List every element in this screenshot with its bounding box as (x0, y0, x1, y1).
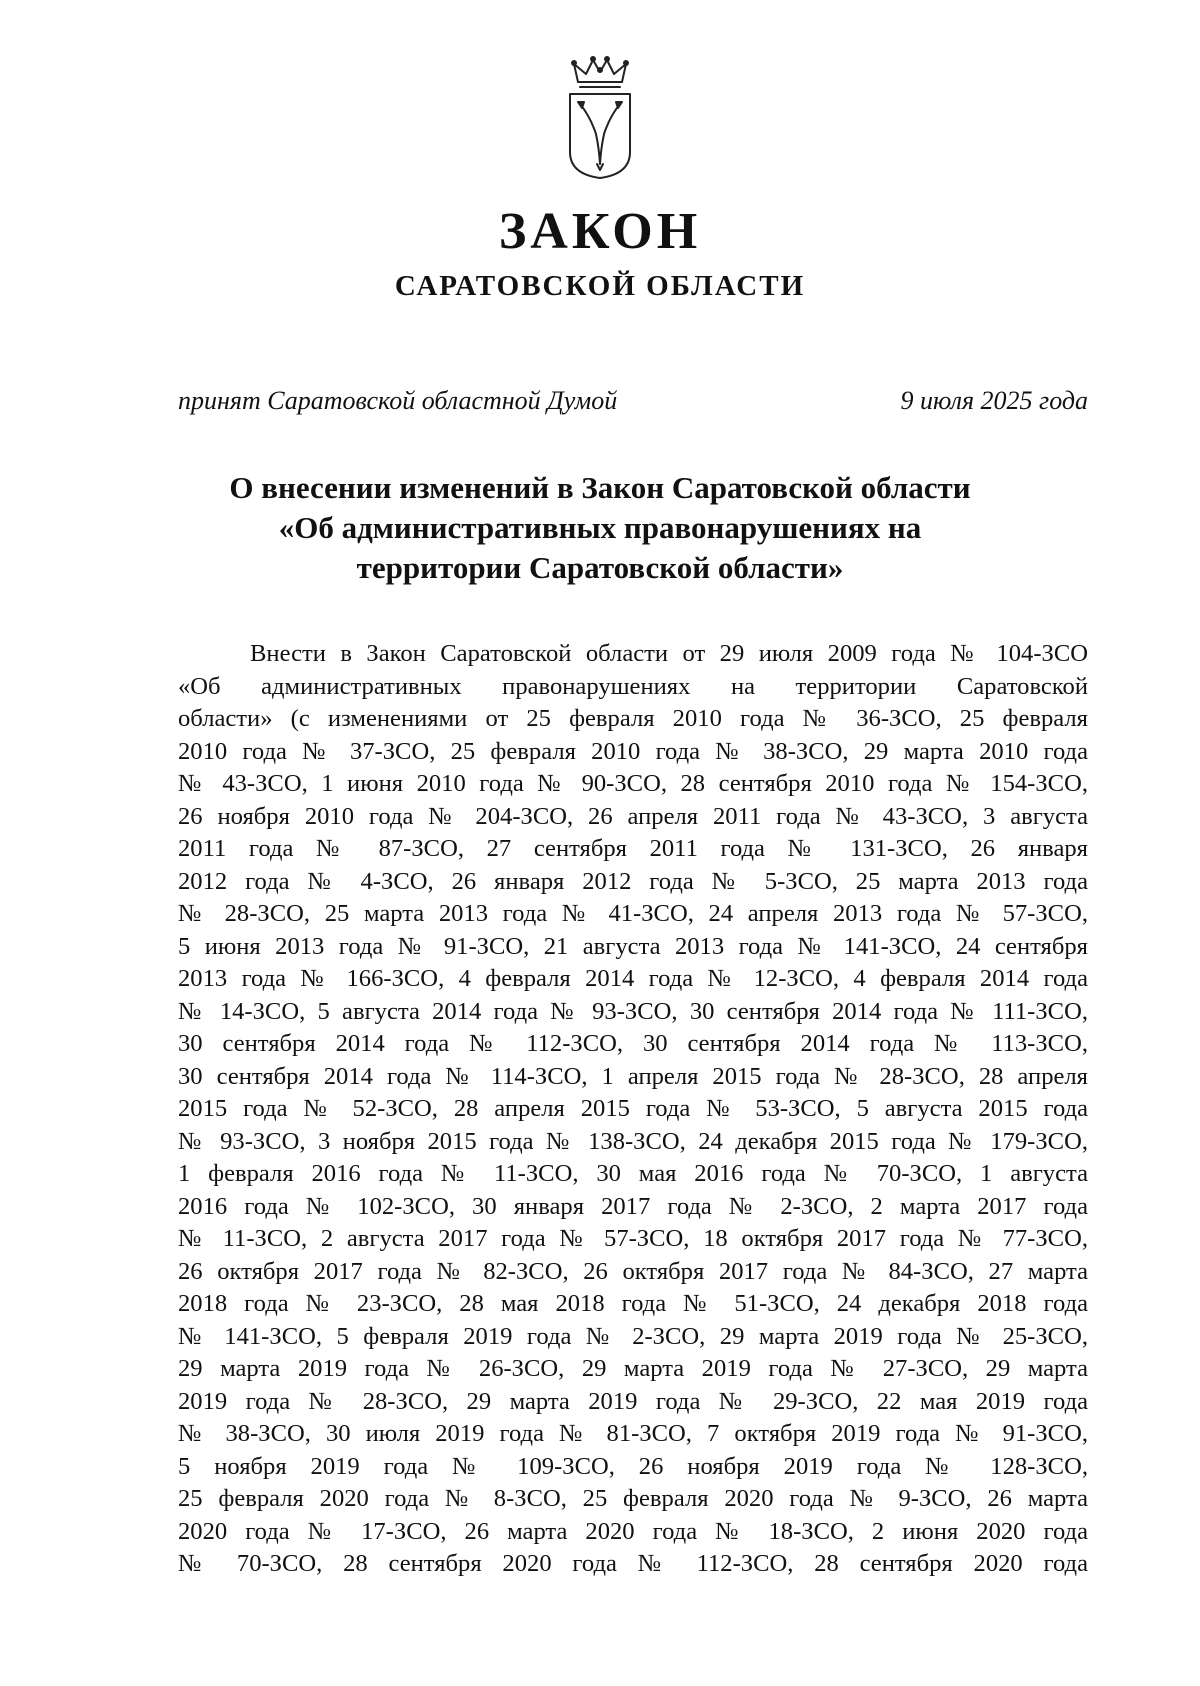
saratov-coat-of-arms-icon (560, 52, 640, 182)
body-line: 2010 года № 37-ЗСО, 25 февраля 2010 года № 38-ЗСО, 29 марта 2010 года (178, 737, 1088, 765)
body-line: 26 ноября 2010 года № 204-ЗСО, 26 апреля 2011 года № 43-ЗСО, 3 августа (178, 802, 1088, 830)
body-line: 2020 года № 17-ЗСО, 26 марта 2020 года № 18-ЗСО, 2 июня 2020 года (178, 1517, 1088, 1545)
body-line: 2016 года № 102-ЗСО, 30 января 2017 года № 2-ЗСО, 2 марта 2017 года (178, 1192, 1088, 1220)
body-line: 5 ноября 2019 года № 109-ЗСО, 26 ноября 2019 года № 128-ЗСО, (178, 1452, 1088, 1480)
body-line: 2013 года № 166-ЗСО, 4 февраля 2014 года № 12-ЗСО, 4 февраля 2014 года (178, 965, 1088, 992)
body-line: № 11-ЗСО, 2 августа 2017 года № 57-ЗСО, 18 октября 2017 года № 77-ЗСО, (178, 1225, 1088, 1252)
body-line: «Об административных правонарушениях на территории Саратовской (178, 672, 1088, 700)
adopted-by: принят Саратовской областной Думой (178, 386, 618, 415)
document-title: ЗАКОН (498, 203, 702, 260)
body-line: 2012 года № 4-ЗСО, 26 января 2012 года № 5-ЗСО, 25 марта 2013 года (178, 867, 1088, 895)
body-line: № 70-ЗСО, 28 сентября 2020 года № 112-ЗСО, 28 сентября 2020 года (178, 1550, 1088, 1577)
body-line: 30 сентября 2014 года № 114-ЗСО, 1 апреля 2015 года № 28-ЗСО, 28 апреля (178, 1062, 1088, 1090)
law-heading (120, 468, 1080, 588)
body-line: 26 октября 2017 года № 82-ЗСО, 26 октября 2017 года № 84-ЗСО, 27 марта (178, 1257, 1088, 1285)
adoption-date: 9 июля 2025 года (900, 386, 1088, 415)
law-heading-line: территории Саратовской области» (356, 550, 844, 585)
body-line: № 28-ЗСО, 25 марта 2013 года № 41-ЗСО, 24 апреля 2013 года № 57-ЗСО, (178, 900, 1088, 927)
law-heading-line: О внесении изменений в Закон Саратовской области (229, 470, 971, 505)
law-heading-line: «Об административных правонарушениях на (278, 510, 922, 545)
body-line: Внести в Закон Саратовской области от 29 июля 2009 года № 104-ЗСО (250, 640, 1088, 667)
body-line: 1 февраля 2016 года № 11-ЗСО, 30 мая 2016 года № 70-ЗСО, 1 августа (178, 1160, 1088, 1187)
body-line: 2015 года № 52-ЗСО, 28 апреля 2015 года № 53-ЗСО, 5 августа 2015 года (178, 1095, 1088, 1122)
body-line: 2019 года № 28-ЗСО, 29 марта 2019 года № 29-ЗСО, 22 мая 2019 года (178, 1387, 1088, 1415)
body-line: № 14-ЗСО, 5 августа 2014 года № 93-ЗСО, 30 сентября 2014 года № 111-ЗСО, (178, 997, 1088, 1025)
document-subtitle: САРАТОВСКОЙ ОБЛАСТИ (394, 270, 806, 302)
body-line: 29 марта 2019 года № 26-ЗСО, 29 марта 2019 года № 27-ЗСО, 29 марта (178, 1355, 1088, 1382)
body-line: № 141-ЗСО, 5 февраля 2019 года № 2-ЗСО, 29 марта 2019 года № 25-ЗСО, (178, 1322, 1088, 1350)
body-line: 2018 года № 23-ЗСО, 28 мая 2018 года № 51-ЗСО, 24 декабря 2018 года (178, 1290, 1088, 1317)
body-line: № 93-ЗСО, 3 ноября 2015 года № 138-ЗСО, 24 декабря 2015 года № 179-ЗСО, (178, 1127, 1088, 1155)
body-paragraph (178, 638, 1088, 1581)
body-line: 2011 года № 87-ЗСО, 27 сентября 2011 года № 131-ЗСО, 26 января (178, 835, 1088, 862)
body-line: № 38-ЗСО, 30 июля 2019 года № 81-ЗСО, 7 октября 2019 года № 91-ЗСО, (178, 1420, 1088, 1447)
body-line: области» (с изменениями от 25 февраля 2010 года № 36-ЗСО, 25 февраля (178, 705, 1088, 732)
body-line: 30 сентября 2014 года № 112-ЗСО, 30 сентября 2014 года № 113-ЗСО, (178, 1030, 1088, 1057)
body-line: № 43-ЗСО, 1 июня 2010 года № 90-ЗСО, 28 сентября 2010 года № 154-ЗСО, (178, 770, 1088, 797)
body-line: 25 февраля 2020 года № 8-ЗСО, 25 февраля 2020 года № 9-ЗСО, 26 марта (178, 1485, 1088, 1512)
body-line: 5 июня 2013 года № 91-ЗСО, 21 августа 2013 года № 141-ЗСО, 24 сентября (178, 932, 1088, 960)
